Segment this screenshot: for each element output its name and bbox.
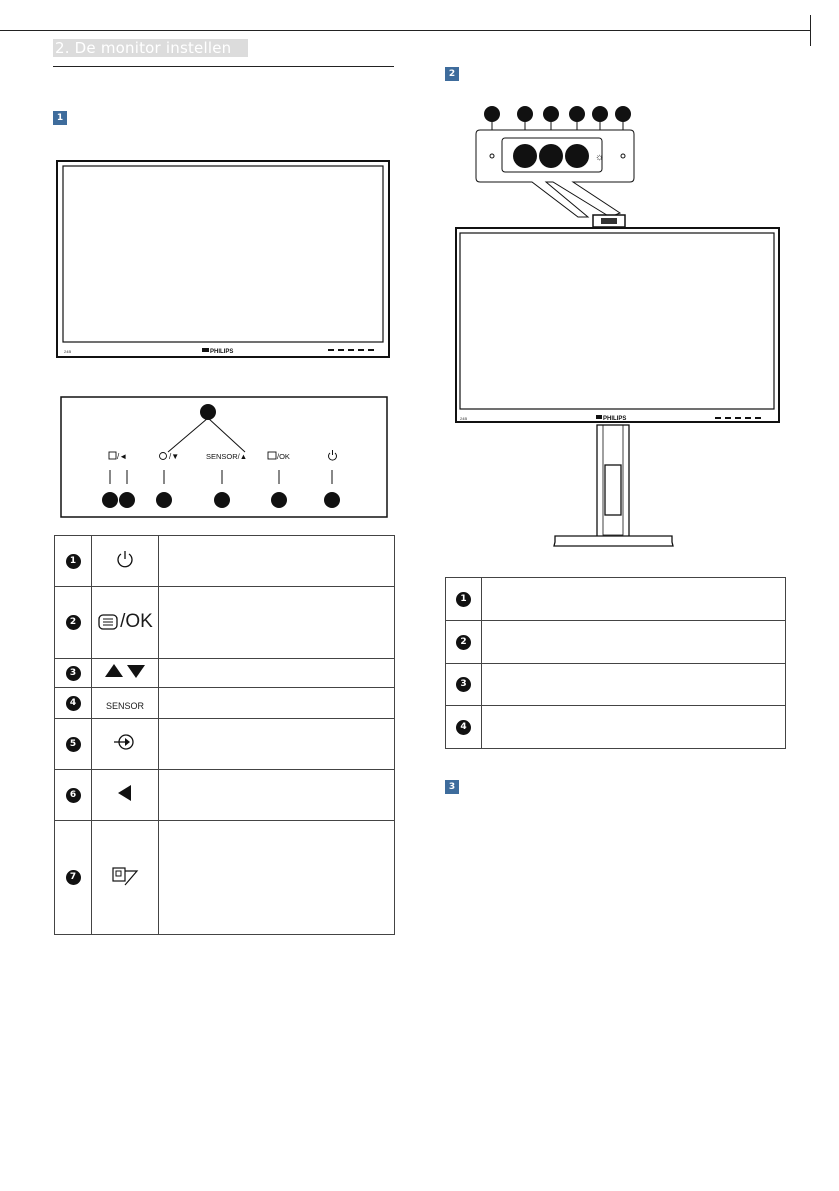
row-description <box>159 719 395 770</box>
table-row <box>446 664 786 706</box>
row-number: 6 <box>66 788 81 803</box>
callout-6 <box>119 492 135 508</box>
callout-5 <box>156 492 172 508</box>
smartimage-icon <box>111 865 139 887</box>
webcam-callout-6 <box>615 106 631 122</box>
rear-brand-label: PHILIPS <box>603 416 627 422</box>
rear-monitor-webcam-illustration <box>440 100 790 550</box>
input-button-label: /▼ <box>169 452 180 461</box>
step-badge-2: 2 <box>445 67 459 81</box>
table-row <box>55 659 395 688</box>
row-number: 5 <box>66 737 81 752</box>
section-title-rule <box>53 66 394 67</box>
menu-ok-button-label: /OK <box>277 452 290 461</box>
webcam-callout-4 <box>569 106 585 122</box>
webcam-callout-5 <box>592 106 608 122</box>
row-description <box>159 587 395 659</box>
front-keys-table <box>54 535 395 935</box>
back-button-label: /◄ <box>117 452 128 461</box>
light-sensor-icon: ☼ <box>595 152 605 163</box>
webcam-callout-1 <box>484 106 500 122</box>
webcam-ir-icon <box>539 144 563 168</box>
callout-2 <box>271 492 287 508</box>
table-row <box>55 688 395 719</box>
rear-model-label: 24B <box>460 416 468 421</box>
row-description <box>482 578 786 621</box>
row-description <box>482 664 786 706</box>
table-row <box>55 536 395 587</box>
table-row <box>55 719 395 770</box>
row-number: 1 <box>66 554 81 569</box>
webcam-lens-icon <box>513 144 537 168</box>
webcam-callout-3 <box>543 106 559 122</box>
table-row <box>55 770 395 821</box>
callout-4 <box>214 492 230 508</box>
sensor-label: SENSOR <box>105 700 144 711</box>
table-row <box>55 821 395 935</box>
webcam-callout-2 <box>517 106 533 122</box>
front-brand-label: PHILIPS <box>210 349 234 355</box>
front-model-label: 24B <box>64 349 72 354</box>
callout-3 <box>200 404 216 420</box>
row-description <box>482 706 786 749</box>
row-description <box>159 536 395 587</box>
callout-7 <box>102 492 118 508</box>
row-number: 2 <box>66 615 81 630</box>
row-number: 3 <box>66 666 81 681</box>
step-badge-1: 1 <box>53 111 67 125</box>
row-number: 4 <box>456 720 471 735</box>
page-top-rule <box>0 30 810 31</box>
table-row <box>55 587 395 659</box>
row-number: 1 <box>456 592 471 607</box>
table-row <box>446 578 786 621</box>
row-number: 7 <box>66 870 81 885</box>
row-description <box>159 770 395 821</box>
row-number: 4 <box>66 696 81 711</box>
front-monitor-illustration <box>56 160 391 360</box>
up-down-arrows-icon <box>103 663 147 679</box>
webcam-parts-table <box>445 577 786 749</box>
input-icon <box>113 732 137 752</box>
table-row <box>446 706 786 749</box>
row-number: 3 <box>456 677 471 692</box>
button-panel-closeup <box>60 396 388 518</box>
row-description <box>482 621 786 664</box>
philips-logo-icon <box>596 415 602 419</box>
menu-icon <box>97 613 119 631</box>
row-description <box>159 821 395 935</box>
page-corner-tick <box>810 15 811 46</box>
table-row <box>446 621 786 664</box>
section-title: 2. De monitor instellen <box>53 39 248 57</box>
webcam-ir2-icon <box>565 144 589 168</box>
philips-logo-icon <box>202 348 209 352</box>
step-badge-3: 3 <box>445 780 459 794</box>
row-description <box>159 688 395 719</box>
row-description <box>159 659 395 688</box>
power-icon <box>115 549 135 569</box>
back-arrow-icon <box>117 784 133 802</box>
callout-1 <box>324 492 340 508</box>
sensor-button-label: SENSOR/▲ <box>206 452 248 461</box>
row-number: 2 <box>456 635 471 650</box>
menu-ok-label: /OK <box>120 610 153 632</box>
